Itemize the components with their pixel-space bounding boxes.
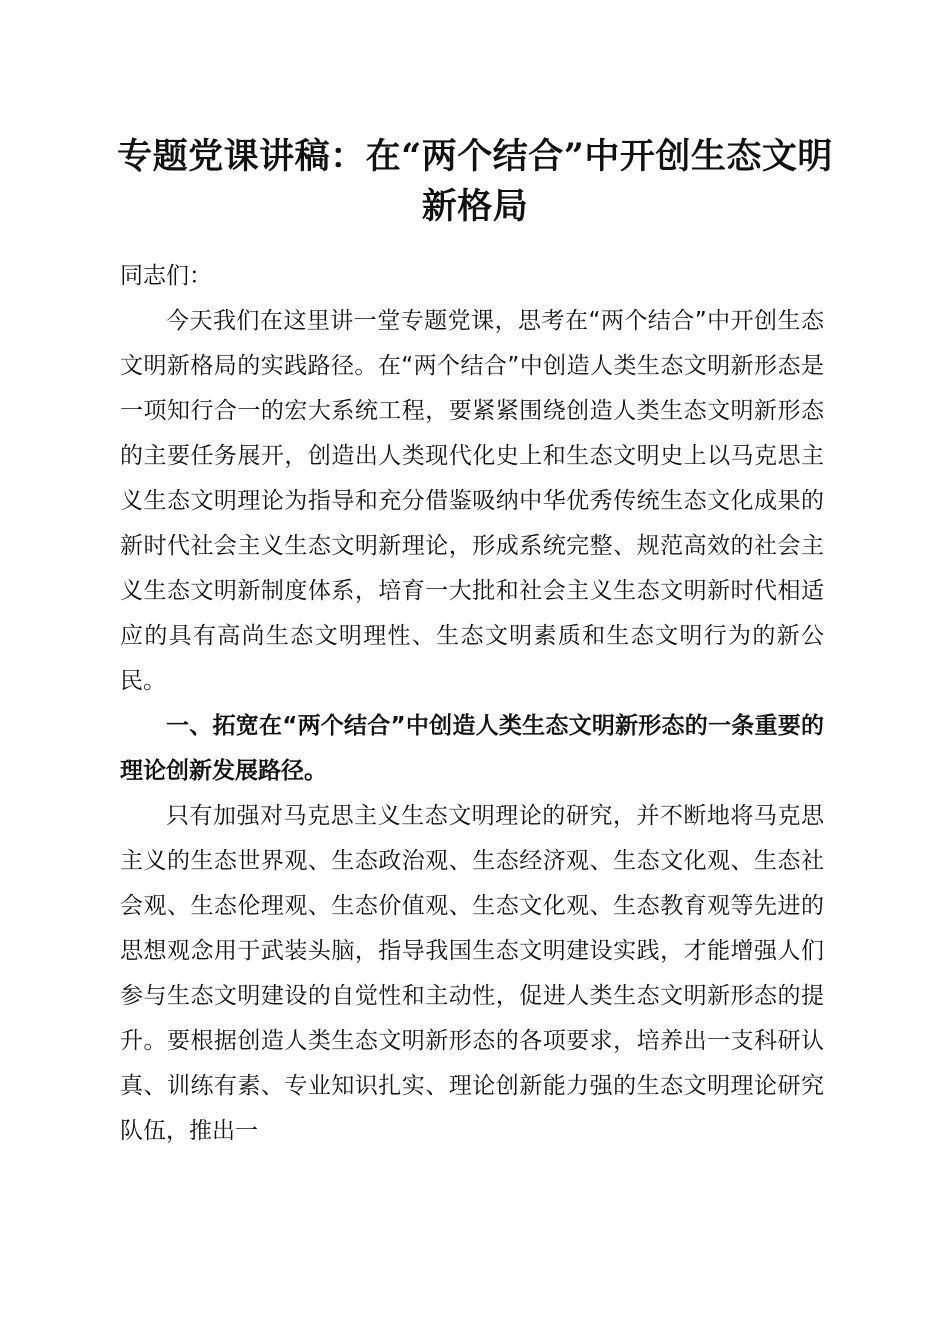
- document-body: [120, 252, 824, 1154]
- section-1-paragraph: 只有加强对马克思主义生态文明理论的研究，并不断地将马克思主义的生态世界观、生态政治观、生态经济观、生态文化观、生态社会观、生态伦理观、生态价值观、生态文化观、生态教育观等先进的思想观念用于武装头脑，指导我国生态文明建设实践，才能增强人们参与生态文明建设的自觉性和主动性，促进人类生态文明新形态的提升。要根据创造人类生态文明新形态的各项要求，培养出一支科研认真、训练有素、专业知识扎实、理论创新能力强的生态文明理论研究队伍，推出一: [120, 803, 824, 1144]
- intro-paragraph: 今天我们在这里讲一堂专题党课，思考在“两个结合”中开创生态文明新格局的实践路径。在“两个结合”中创造人类生态文明新形态是一项知行合一的宏大系统工程，要紧紧围绕创造人类生态文明新形态的主要任务展开，创造出人类现代化史上和生态文明史上以马克思主义生态文明理论为指导和充分借鉴吸纳中华优秀传统生态文化成果的新时代社会主义生态文明新理论，形成系统完整、规范高效的社会主义生态文明新制度体系，培育一大批和社会主义生态文明新时代相适应的具有高尚生态文明理性、生态文明素质和生态文明行为的新公民。: [120, 308, 824, 694]
- greeting-line: 同志们：: [120, 263, 212, 289]
- document-title: 专题党课讲稿：在“两个结合”中开创生态文明新格局: [117, 136, 833, 227]
- section-heading-1: 一、拓宽在“两个结合”中创造人类生态文明新形态的一条重要的理论创新发展路径。: [120, 713, 824, 784]
